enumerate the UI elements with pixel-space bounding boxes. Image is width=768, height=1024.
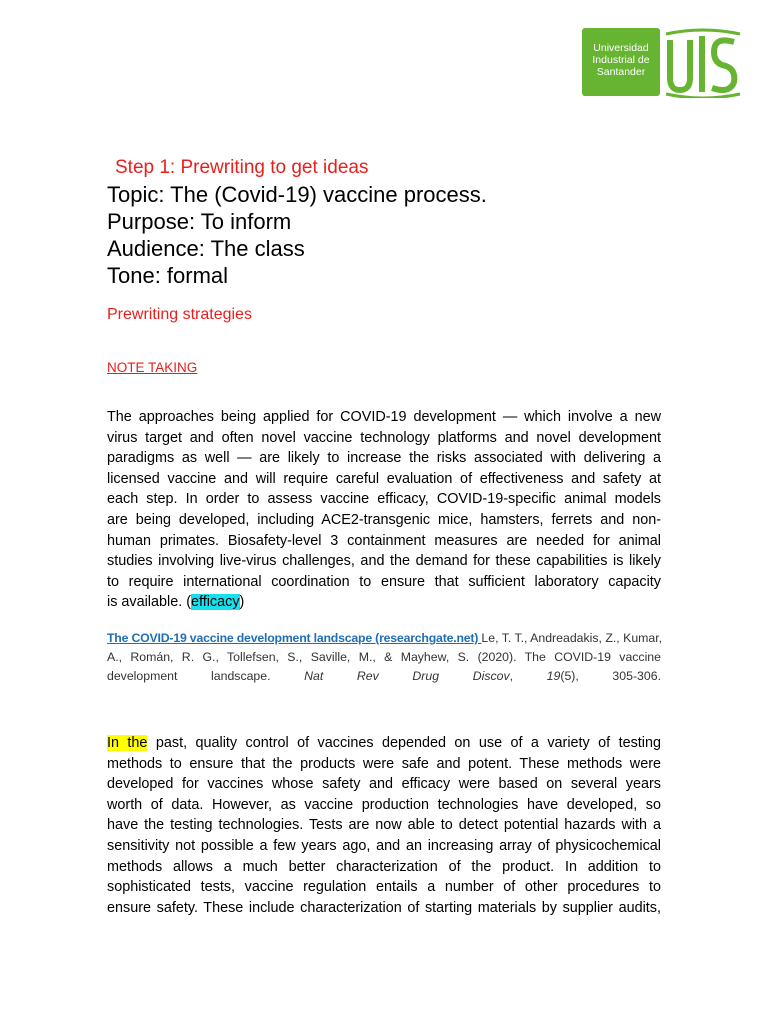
citation <box>107 629 661 686</box>
paragraph-1-line: paradigms as well — are likely to increase the risks associated with delivering a <box>107 450 661 467</box>
topic-line: Topic: The (Covid-19) vaccine process. <box>107 182 487 207</box>
citation-line-1 <box>107 629 661 648</box>
note-taking-heading: NOTE TAKING <box>107 360 198 375</box>
paragraph-2-line: developed for vaccines whose safety and efficacy were based on several years <box>107 776 661 793</box>
paragraph-2-first-rest: past, quality control of vaccines depended on use of a variety of testing <box>147 735 661 751</box>
logo-text <box>582 42 660 78</box>
paragraph-2-line: sophisticated tests, vaccine regulation entails a number of other procedures to <box>107 879 661 896</box>
university-logo <box>582 28 742 98</box>
logo-line-3: Santander <box>596 66 646 78</box>
paragraph-1-line: human primates. Biosafety-level 3 containment measures are needed for animal <box>107 532 661 549</box>
logo-text-box <box>582 28 660 96</box>
tone-line: Tone: formal <box>107 263 229 288</box>
paragraph-2-line: worth of data. However, as vaccine production technologies have developed, so <box>107 796 661 813</box>
paragraph-2-line: ensure safety. These include characterization of starting materials by supplier audits, <box>107 899 661 916</box>
logo-line-2: Industrial de <box>592 54 650 66</box>
citation-sep: , <box>509 669 547 683</box>
citation-title-end: development landscape. <box>107 669 305 683</box>
paragraph-1 <box>107 407 661 613</box>
last-line-prefix: is available. ( <box>107 594 191 611</box>
paragraph-1-line: The approaches being applied for COVID-19 development — which involve a new <box>107 409 661 425</box>
citation-line-2: A., Román, R. G., Tollefsen, S., Saville, M., & Mayhew, S. (2020). The COVID-19 vaccine <box>107 650 661 664</box>
strategies-heading: Prewriting strategies <box>107 306 252 323</box>
paragraph-2-line: methods allows a much better characterization of the product. In addition to <box>107 858 661 875</box>
citation-authors-start: Le, T. T., Andreadakis, Z., Kumar, <box>481 631 663 645</box>
paragraph-2-line: have the testing technologies. Tests are now able to detect potential hazards with a <box>107 817 661 834</box>
audience-line: Audience: The class <box>107 236 305 261</box>
uis-mark-icon <box>664 28 742 98</box>
paragraph-1-line: are being developed, including ACE2-transgenic mice, hamsters, ferrets and non- <box>107 511 661 528</box>
efficacy-highlight: efficacy <box>190 594 240 611</box>
step-heading: Step 1: Prewriting to get ideas <box>115 157 369 178</box>
paragraph-1-line: virus target and often novel vaccine technology platforms and novel development <box>107 429 661 446</box>
paragraph-2-first-line <box>107 733 661 754</box>
purpose-line: Purpose: To inform <box>107 209 292 234</box>
paragraph-2 <box>107 733 661 918</box>
paragraph-1-line: licensed vaccine and will require careful evaluation of effectiveness and safety at <box>107 470 661 487</box>
citation-link[interactable]: The COVID-19 vaccine development landscape (researchgate.net) <box>107 631 482 645</box>
citation-pages: (5), 305-306. <box>560 669 661 683</box>
in-the-highlight: In the <box>107 735 148 751</box>
paragraph-1-line: each step. In order to assess vaccine efficacy, COVID-19-specific animal models <box>107 491 661 508</box>
citation-journal: Nat Rev Drug Discov <box>304 669 510 683</box>
paragraph-2-line: sensitivity not possible a few years ago, and an increasing array of physicochemical <box>107 837 661 854</box>
paragraph-2-line: methods to ensure that the products were safe and potent. These methods were <box>107 755 661 772</box>
paragraph-1-line: to require international coordination to ensure that sufficient laboratory capacity <box>107 573 661 590</box>
citation-line-3 <box>107 667 661 686</box>
last-line-suffix: ) <box>239 594 245 611</box>
citation-volume: 19 <box>546 669 561 683</box>
paragraph-1-last-line <box>107 592 661 613</box>
paragraph-1-line: studies involving live-virus challenges, and the demand for these capabilities is likely <box>107 553 661 570</box>
logo-line-1: Universidad <box>593 42 649 54</box>
